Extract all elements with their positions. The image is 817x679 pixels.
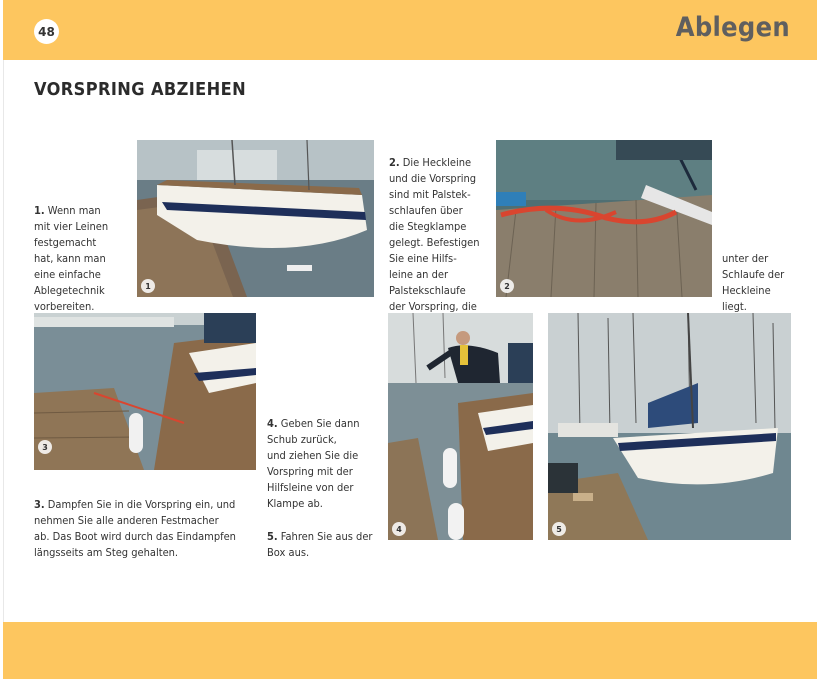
photo-4-illustration bbox=[388, 313, 533, 540]
photo-2-badge: 2 bbox=[500, 279, 514, 293]
step-2-continuation-text bbox=[722, 235, 802, 315]
step-2-text bbox=[389, 139, 493, 315]
photo-2-illustration bbox=[496, 140, 712, 297]
step-2-continuation-body: unter der Schlaufe der Heckleine liegt. bbox=[722, 252, 785, 313]
photo-3-badge: 3 bbox=[38, 440, 52, 454]
photo-5-boat-leaving-box bbox=[548, 313, 791, 540]
step-5-number: 5. bbox=[267, 530, 278, 543]
photo-5-badge: 5 bbox=[552, 522, 566, 536]
step-4-body: Geben Sie dann Schub zurück, und ziehen Sie die Vorspring mit der Hilfsleine von der Klampe ab. bbox=[267, 417, 360, 510]
photo-4-crew-pulling-line bbox=[388, 313, 533, 540]
footer-band bbox=[3, 622, 817, 679]
photo-3-illustration bbox=[34, 313, 256, 470]
photo-1-illustration bbox=[137, 140, 374, 297]
step-3-text bbox=[34, 481, 264, 561]
step-4-text bbox=[267, 400, 379, 512]
photo-4-badge: 4 bbox=[392, 522, 406, 536]
step-5-text bbox=[267, 513, 385, 561]
page-number: 48 bbox=[34, 19, 59, 44]
photo-2-cleat-ropes bbox=[496, 140, 712, 297]
photo-3-boat-alongside bbox=[34, 313, 256, 470]
photo-1-badge: 1 bbox=[141, 279, 155, 293]
photo-5-illustration bbox=[548, 313, 791, 540]
step-5-body: Fahren Sie aus der Box aus. bbox=[267, 530, 373, 559]
step-2-number: 2. bbox=[389, 156, 400, 169]
step-1-body: Wenn man mit vier Leinen festgemacht hat, kann man eine einfache Ablegetechnik vorbereiten. bbox=[34, 204, 109, 313]
step-3-body: Dampfen Sie in die Vorspring ein, und nehmen Sie alle anderen Festmacher ab. Das Boot wird durch das Eindampfen längsseits am Steg gehalten. bbox=[34, 498, 236, 559]
chapter-title: Ablegen bbox=[675, 12, 790, 43]
step-4-number: 4. bbox=[267, 417, 278, 430]
photo-1-boat-moored bbox=[137, 140, 374, 297]
section-title: VORSPRING ABZIEHEN bbox=[34, 79, 247, 100]
step-2-body: Die Heckleine und die Vorspring sind mit Palstek- schlaufen über die Stegklampe gelegt. Befestigen Sie eine Hilfs- leine an der Palstekschlaufe der Vorspring, die bbox=[389, 156, 480, 313]
step-1-number: 1. bbox=[34, 204, 45, 217]
step-1-text bbox=[34, 187, 134, 315]
step-3-number: 3. bbox=[34, 498, 45, 511]
